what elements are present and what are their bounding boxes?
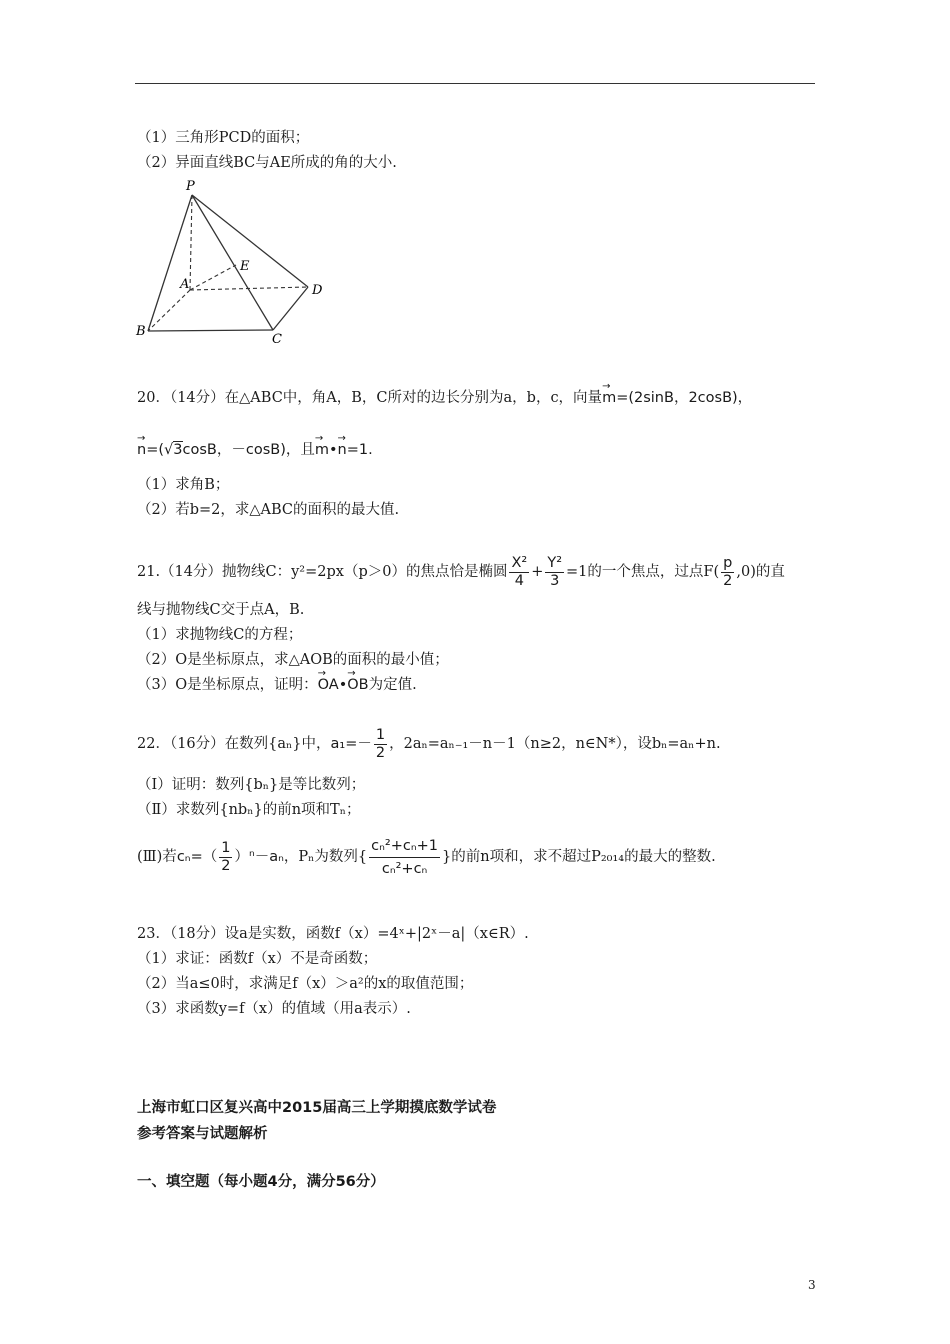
q20-cond-text: ，且: [285, 442, 315, 458]
vector-n: → n: [137, 440, 146, 460]
cond-dot: •: [328, 442, 338, 458]
vector-n-rest: cosB，－cosB): [182, 442, 286, 458]
q22-intro-line: [137, 726, 721, 762]
q21-part3-pre: （3）O是坐标原点，证明：: [137, 677, 318, 693]
cn-pow: ）ⁿ－aₙ: [234, 849, 284, 865]
label-a: A: [180, 277, 190, 292]
label-e: E: [240, 259, 250, 274]
vector-m: → m: [602, 388, 616, 408]
section-heading: 一、填空题（每小题4分，满分56分）: [137, 1174, 385, 1190]
q23-part1: （1）求证：函数f（x）不是奇函数；: [137, 951, 378, 967]
half-frac: $\frac{1}{2}$: [221, 839, 231, 874]
cond-vector-n: → n: [338, 440, 347, 460]
q22-intro: 22．（16分）在数列{aₙ}中，: [137, 736, 331, 752]
q19-part1: （1）三角形PCD的面积；: [137, 130, 310, 146]
q23-intro: 23．（18分）设a是实数，函数f（x）=4ˣ+|2ˣ－a|（x∈R）.: [137, 926, 529, 942]
label-b: B: [136, 324, 146, 339]
q20-intro-line: [137, 388, 752, 408]
q22-part1: （Ⅰ）证明：数列{bₙ}是等比数列；: [137, 777, 366, 793]
q22-part3-post: }的前n项和，求不超过P₂₀₁₄的最大的整数.: [442, 849, 716, 865]
q19-part2: （2）异面直线BC与AE所成的角的大小.: [137, 155, 397, 171]
sqrt-arg: 3: [173, 442, 183, 458]
q21-intro-line: [137, 554, 785, 590]
label-c: C: [272, 332, 282, 345]
q21-part1: （1）求抛物线C的方程；: [137, 627, 303, 643]
q22-part3-pre: (Ⅲ)若: [137, 849, 177, 865]
q20-part1: （1）求角B；: [137, 477, 230, 493]
q20-intro: 20．（14分）在△ABC中，角A，B，C所对的边长分别为a，b，c，向量: [137, 390, 603, 406]
vector-m-value: =(2sinB，2cosB)，: [616, 390, 753, 406]
oa-ob-dot: •: [338, 677, 348, 693]
q21-part3-post: 为定值.: [368, 677, 417, 693]
q21-part3-line: [137, 675, 417, 695]
cond-vector-m: → m: [315, 440, 329, 460]
ellipse-x-frac: $\frac{\text{X²}}{4}$: [511, 554, 528, 589]
cond-tail: =1.: [346, 442, 373, 458]
vector-n-open: =(: [146, 442, 165, 458]
q20-n-line: [137, 440, 373, 460]
pn-text: ，Pₙ为数列{: [283, 849, 368, 865]
vector-ob: → OB: [347, 675, 368, 695]
page-number: 3: [808, 1278, 816, 1292]
a1-label: a₁=－: [330, 736, 372, 752]
header-rule: [135, 83, 815, 84]
q23-part2: （2）当a≤0时，求满足f（x）＞a²的x的取值范围；: [137, 976, 474, 992]
ellipse-y-frac: $\frac{\text{Y²}}{3}$: [547, 554, 563, 589]
cn-series-frac: $\frac{\text{cₙ²+cₙ+1}}{\text{cₙ²+cₙ}}$: [369, 835, 440, 880]
q21-mid: =1的一个焦点，过点F(: [566, 564, 720, 580]
q22-part3-line: [137, 829, 716, 885]
sqrt-sign: √: [164, 442, 174, 458]
cn-eq: =（: [190, 849, 218, 865]
q20-part2: （2）若b=2，求△ABC的面积的最大值.: [137, 502, 400, 518]
q22-rest: ，2aₙ=aₙ₋₁－n－1（n≥2，n∈N*），设bₙ=aₙ+n.: [389, 736, 721, 752]
cn-label: cₙ: [176, 849, 191, 865]
q21-tail: ,0)的直: [736, 564, 785, 580]
ellipse-plus: +: [531, 564, 544, 580]
a1-frac: $\frac{1}{2}$: [375, 726, 386, 761]
q23-part3: （3）求函数y=f（x）的值域（用a表示）.: [137, 1001, 411, 1017]
q21-part2: （2）O是坐标原点，求△AOB的面积的最小值；: [137, 652, 449, 668]
q22-part2: （Ⅱ）求数列{nbₙ}的前n项和Tₙ；: [137, 802, 361, 818]
answer-subtitle: 参考答案与试题解析: [137, 1126, 268, 1142]
label-d: D: [312, 283, 323, 298]
q21-line2: 线与抛物线C交于点A，B.: [137, 602, 305, 618]
p-half-frac: $\frac{p}{2}$: [723, 554, 733, 589]
pyramid-figure: [128, 175, 338, 345]
label-p: P: [186, 179, 195, 194]
answer-title: 上海市虹口区复兴高中2015届高三上学期摸底数学试卷: [137, 1100, 497, 1116]
vector-oa: → OA: [318, 675, 339, 695]
q21-intro: 21.（14分）抛物线C：y²=2px（p＞0）的焦点恰是椭圆: [137, 564, 508, 580]
